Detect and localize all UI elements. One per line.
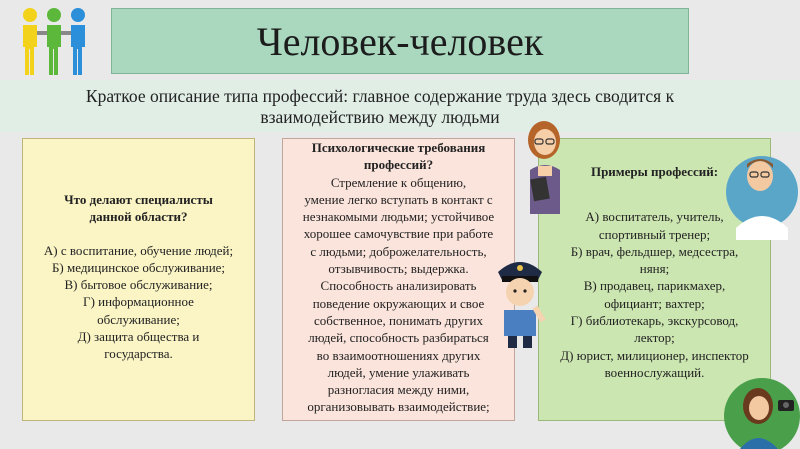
list-item: Г) информационное — [83, 294, 194, 310]
people-group-icon — [14, 3, 94, 83]
text-line: с людьми; доброжелательность, — [310, 243, 487, 259]
list-item: обслуживание; — [97, 311, 180, 327]
specialists-panel — [22, 138, 255, 421]
list-item: Б) врач, фельдшер, медсестра, — [570, 243, 739, 259]
requirements-panel — [282, 138, 515, 421]
text-line: организовывать взаимодействие; — [307, 399, 490, 415]
specialists-heading — [33, 191, 244, 226]
heading-line: профессий? — [363, 157, 434, 173]
heading-line: данной области? — [89, 209, 188, 225]
list-item: государства. — [104, 346, 173, 362]
list-item: Г) библиотекарь, экскурсовод, — [570, 313, 739, 329]
description-text — [40, 86, 720, 128]
text-line: поведение окружающих и свое — [312, 295, 485, 311]
heading-line: Психологические требования — [311, 140, 486, 155]
description-line: Краткое описание типа профессий: главное содержание труда здесь сводится к — [85, 86, 675, 106]
list-item: А) с воспитание, обучение людей; — [43, 242, 234, 258]
list-item: няня; — [639, 261, 670, 277]
examples-heading: Примеры профессий: — [590, 164, 719, 179]
list-item: Б) медицинское обслуживание; — [51, 259, 226, 275]
text-line: отзывчивость; выдержка. — [328, 261, 469, 277]
teacher-illustration — [518, 112, 574, 222]
text-line: Стремление к общению, — [330, 174, 467, 190]
text-line: умение легко вступать в контакт с — [304, 191, 493, 207]
description-line: взаимодействию между людьми — [260, 107, 500, 127]
list-item: А) воспитатель, учитель, — [585, 209, 724, 225]
list-item: лектор; — [634, 330, 675, 346]
requirements-heading — [289, 139, 508, 174]
list-item: официант; вахтер; — [604, 295, 705, 311]
text-line: разногласия между ними, — [327, 382, 470, 398]
page-title: Человек-человек — [256, 18, 544, 64]
list-item: военнослужащий. — [604, 364, 705, 380]
list-item: спортивный тренер; — [598, 226, 711, 242]
list-item: В) продавец, парикмахер, — [583, 278, 726, 294]
specialists-list — [33, 242, 244, 363]
list-item: Д) защита общества и — [77, 329, 200, 345]
requirements-text — [289, 174, 508, 416]
text-line: собственное, понимать других — [313, 312, 484, 328]
police-boy-illustration — [490, 250, 550, 350]
photographer-illustration — [722, 372, 800, 449]
list-item: Д) юрист, милиционер, инспектор — [560, 347, 749, 363]
doctor-illustration — [722, 148, 800, 240]
text-line: во взаимоотношениях других — [316, 347, 481, 363]
text-line: незнакомыми людьми; устойчивое — [302, 209, 495, 225]
list-item: В) бытовое обслуживание; — [64, 277, 213, 293]
title-box — [111, 8, 689, 74]
heading-line: Что делают специалисты — [64, 192, 213, 207]
text-line: людей, способность разбираться — [308, 330, 489, 346]
text-line: хорошее самочувствие при работе — [303, 226, 494, 242]
text-line: людей, умение улаживать — [327, 364, 470, 380]
text-line: Способность анализировать — [320, 278, 477, 294]
